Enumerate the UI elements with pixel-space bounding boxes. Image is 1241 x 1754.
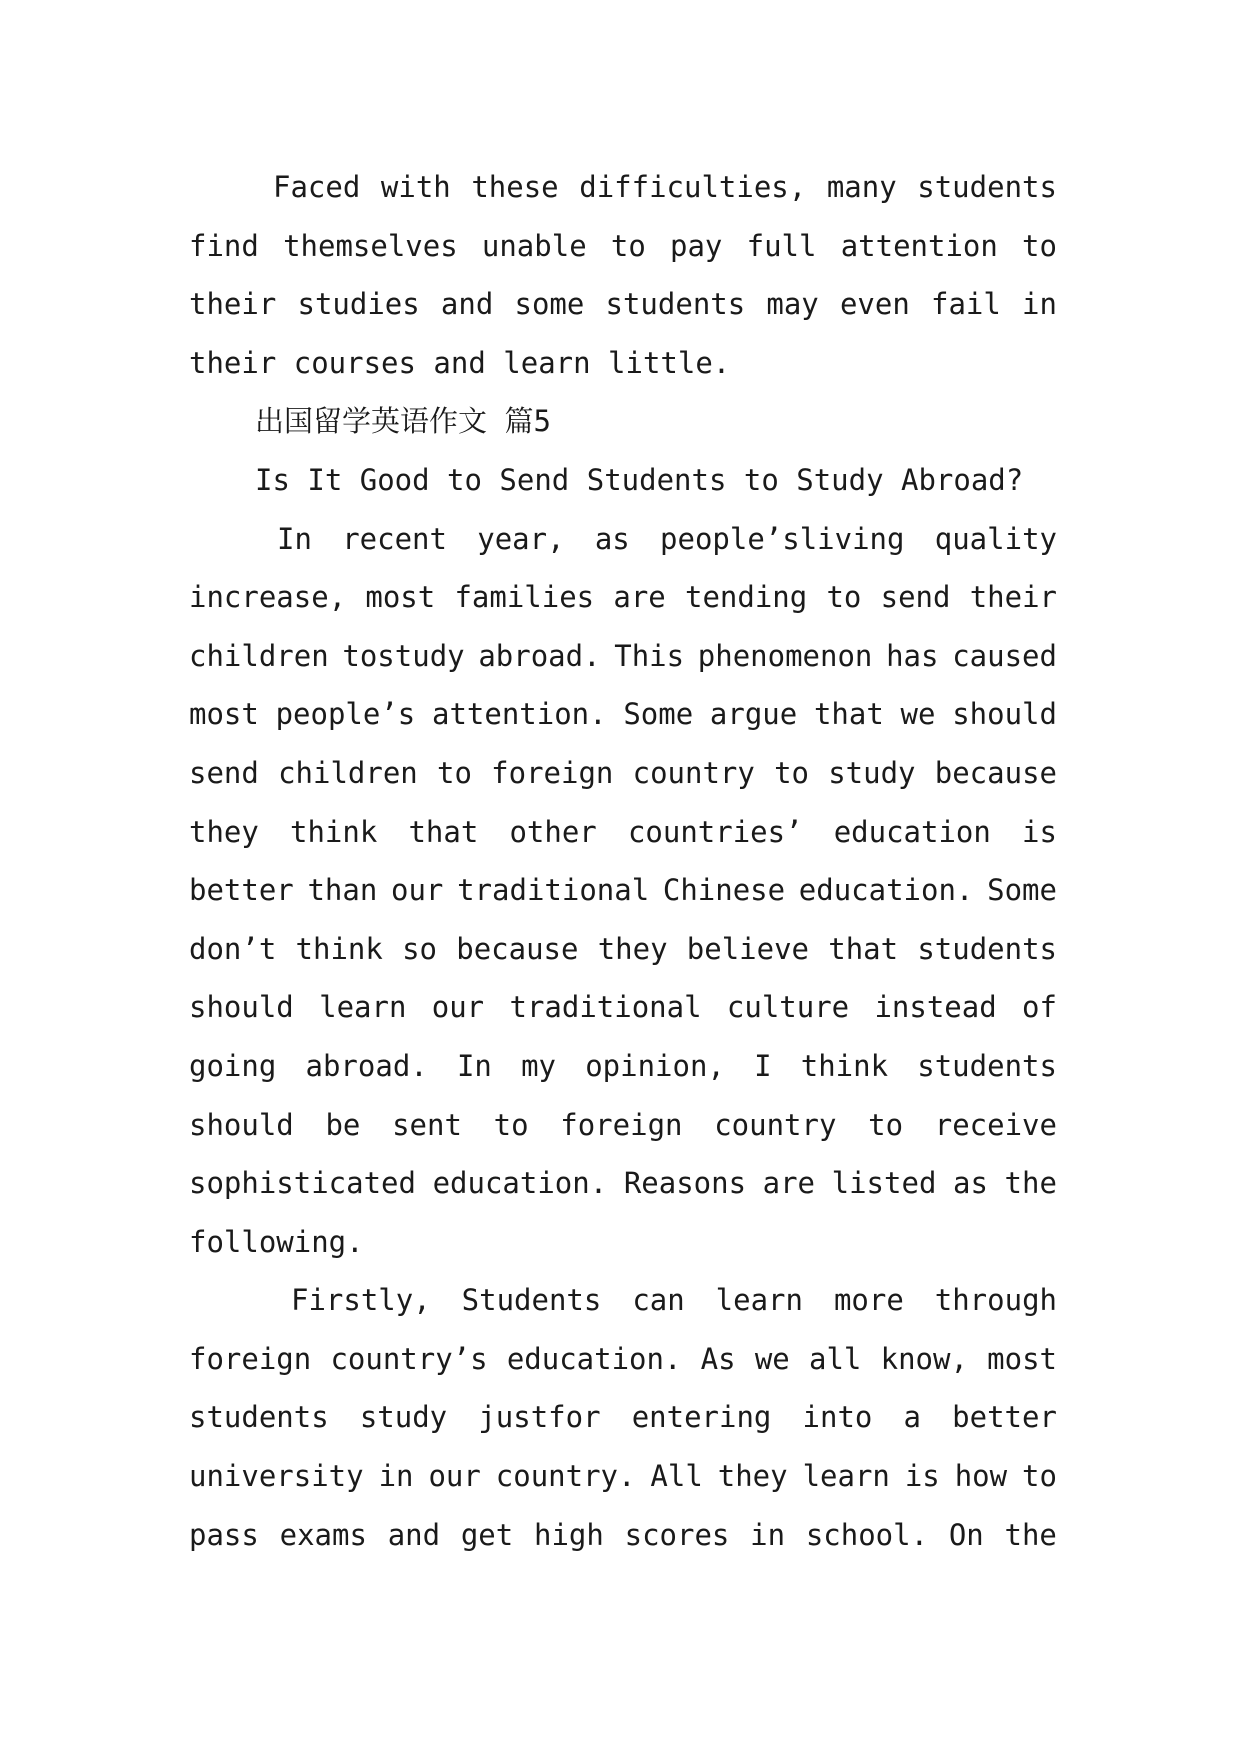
text-line xyxy=(189,685,1057,744)
text-line xyxy=(189,1447,1057,1506)
text-line xyxy=(189,275,1057,334)
word: All xyxy=(650,1459,703,1494)
word: may xyxy=(766,287,819,322)
word: to xyxy=(774,755,809,790)
word: as xyxy=(953,1166,988,1201)
word: countries’ xyxy=(627,814,803,849)
word: they xyxy=(597,931,668,966)
word: abroad. xyxy=(478,638,601,673)
word: a xyxy=(903,1400,921,1435)
word: in xyxy=(1022,287,1057,322)
word: Some xyxy=(987,873,1057,908)
word: in xyxy=(378,1459,414,1494)
word: should xyxy=(952,697,1057,732)
word: tending xyxy=(685,580,808,615)
word: students xyxy=(917,1048,1057,1083)
word: traditional xyxy=(457,873,650,908)
word: increase, xyxy=(189,580,347,615)
word: they xyxy=(189,814,259,849)
word: has xyxy=(886,638,939,673)
word: foreign xyxy=(189,1341,312,1376)
text-line xyxy=(189,1388,1057,1447)
word: are xyxy=(762,1166,816,1201)
word: children xyxy=(278,755,418,790)
word: foreign xyxy=(560,1107,683,1142)
text-line xyxy=(189,1096,1057,1155)
word: abroad. xyxy=(305,1048,428,1083)
word: foreign xyxy=(491,755,614,790)
word: their xyxy=(969,580,1057,615)
word: country xyxy=(714,1107,837,1142)
word: university xyxy=(189,1459,364,1494)
text-line xyxy=(189,1037,1057,1096)
word: attention xyxy=(840,228,998,263)
word: through xyxy=(934,1283,1057,1318)
word: education. xyxy=(506,1341,682,1376)
word: most xyxy=(189,697,259,732)
word: I xyxy=(754,1048,772,1083)
word: caused xyxy=(952,638,1057,673)
word: entering xyxy=(631,1400,772,1435)
word: difficulties, xyxy=(579,170,807,204)
word: Faced xyxy=(273,170,361,204)
word: because xyxy=(456,931,579,966)
word: learn xyxy=(319,990,407,1025)
word: are xyxy=(613,580,666,615)
word: instead xyxy=(874,990,997,1025)
word: Students xyxy=(461,1283,602,1318)
word: people’sliving xyxy=(660,521,905,556)
word: learn xyxy=(715,1283,803,1318)
text-line xyxy=(189,158,1057,217)
word: children xyxy=(189,638,329,673)
word: should xyxy=(189,990,294,1025)
word: unable xyxy=(481,228,587,263)
word: Some xyxy=(623,697,694,732)
word: find xyxy=(189,228,259,263)
text-line: following. xyxy=(189,1224,364,1259)
word: phenomenon xyxy=(697,638,873,673)
word: think xyxy=(295,931,383,966)
text-line xyxy=(189,217,1057,276)
word: how xyxy=(954,1459,1008,1494)
word: themselves xyxy=(283,228,458,263)
word: to xyxy=(437,755,472,790)
word: so xyxy=(402,931,438,966)
word: my xyxy=(521,1048,556,1083)
word: education. xyxy=(798,873,974,908)
word: scores xyxy=(624,1517,730,1552)
word: As xyxy=(700,1341,736,1376)
word: that xyxy=(828,931,899,966)
word: as xyxy=(594,521,630,556)
word: to xyxy=(1022,228,1057,263)
text-line xyxy=(189,1271,1057,1330)
word: even xyxy=(839,287,910,322)
word: traditional xyxy=(509,990,702,1025)
word: send xyxy=(880,580,951,615)
word: high xyxy=(534,1517,604,1552)
word: in xyxy=(750,1517,786,1552)
document-body xyxy=(189,158,1057,1564)
word: know, xyxy=(880,1341,968,1376)
word: school. xyxy=(805,1517,929,1552)
word: quality xyxy=(934,521,1057,556)
word: better xyxy=(189,873,294,908)
word: study xyxy=(828,755,916,790)
word: students xyxy=(917,931,1057,966)
word: families xyxy=(454,580,595,615)
text-line xyxy=(189,627,1057,686)
word: education xyxy=(833,814,991,849)
word: On xyxy=(948,1517,984,1552)
text-line xyxy=(189,510,1057,569)
word: to xyxy=(610,228,646,263)
word: the xyxy=(1004,1517,1057,1552)
word: many xyxy=(826,170,897,204)
word: we xyxy=(900,697,936,732)
word: In xyxy=(277,521,312,556)
text-line xyxy=(189,861,1057,920)
word: to xyxy=(493,1107,529,1142)
word: most xyxy=(987,1341,1057,1376)
word: to xyxy=(1022,1459,1057,1494)
word: all xyxy=(808,1341,862,1376)
text-line xyxy=(189,803,1057,862)
text-line xyxy=(189,1330,1057,1389)
word: culture xyxy=(726,990,850,1025)
word: students xyxy=(189,1400,329,1435)
word: tostudy xyxy=(342,638,465,673)
word: sent xyxy=(392,1107,462,1142)
word: of xyxy=(1022,990,1057,1025)
word: pass xyxy=(189,1517,259,1552)
word: is xyxy=(1022,814,1057,849)
word: more xyxy=(833,1283,904,1318)
word: that xyxy=(813,697,884,732)
word: their xyxy=(189,287,277,322)
word: believe xyxy=(686,931,809,966)
word: to xyxy=(826,580,862,615)
word: students xyxy=(605,287,746,322)
word: think xyxy=(290,814,378,849)
word: our xyxy=(391,873,444,908)
word: Chinese xyxy=(662,873,786,908)
word: country’s xyxy=(330,1341,488,1376)
text-line xyxy=(189,744,1057,803)
text-line xyxy=(189,1506,1057,1565)
heading-line: 出国留学英语作文 篇5 xyxy=(255,404,551,439)
word: full xyxy=(746,228,817,263)
word: year, xyxy=(477,521,565,556)
word: the xyxy=(1004,1166,1057,1201)
word: and xyxy=(440,287,494,322)
word: Reasons xyxy=(623,1166,747,1201)
word: country xyxy=(632,755,755,790)
word: study xyxy=(359,1400,448,1435)
word: our xyxy=(428,1459,481,1494)
word: with xyxy=(380,170,451,204)
word: to xyxy=(868,1107,904,1142)
word: other xyxy=(509,814,597,849)
word: listed xyxy=(831,1166,937,1201)
word: Firstly, xyxy=(291,1283,431,1318)
word: studies xyxy=(297,287,420,322)
word: than xyxy=(307,873,378,908)
word: don’t xyxy=(189,931,277,966)
word: justfor xyxy=(478,1400,601,1435)
word: country. xyxy=(495,1459,636,1494)
word: opinion, xyxy=(585,1048,725,1083)
word: because xyxy=(934,755,1057,790)
word: be xyxy=(325,1107,361,1142)
word: should xyxy=(189,1107,294,1142)
word: learn xyxy=(802,1459,890,1494)
word: In xyxy=(456,1048,492,1083)
text-line: their courses and learn little. xyxy=(189,345,731,380)
word: these xyxy=(471,170,559,204)
text-line xyxy=(189,920,1057,979)
word: can xyxy=(632,1283,685,1318)
word: attention. xyxy=(432,697,607,732)
word: some xyxy=(514,287,585,322)
word: we xyxy=(754,1341,790,1376)
word: students xyxy=(917,170,1057,204)
text-line xyxy=(189,978,1057,1037)
word: fail xyxy=(931,287,1001,322)
word: recent xyxy=(342,521,447,556)
word: education. xyxy=(432,1166,608,1201)
word: receive xyxy=(934,1107,1057,1142)
word: that xyxy=(408,814,479,849)
word: think xyxy=(800,1048,889,1083)
word: most xyxy=(365,580,436,615)
word: exams xyxy=(279,1517,367,1552)
text-line xyxy=(189,568,1057,627)
word: better xyxy=(952,1400,1057,1435)
word: pay xyxy=(670,228,723,263)
word: people’s xyxy=(275,697,416,732)
word: get xyxy=(460,1517,514,1552)
word: argue xyxy=(709,697,798,732)
word: sophisticated xyxy=(189,1166,416,1201)
word: going xyxy=(189,1048,277,1083)
word: This xyxy=(614,638,685,673)
word: is xyxy=(904,1459,940,1494)
word: our xyxy=(431,990,485,1025)
word: send xyxy=(189,755,259,790)
text-line xyxy=(189,1154,1057,1213)
word: into xyxy=(802,1400,873,1435)
heading-line: Is It Good to Send Students to Study Abroad? xyxy=(255,462,1024,497)
word: and xyxy=(387,1517,441,1552)
word: they xyxy=(717,1459,788,1494)
